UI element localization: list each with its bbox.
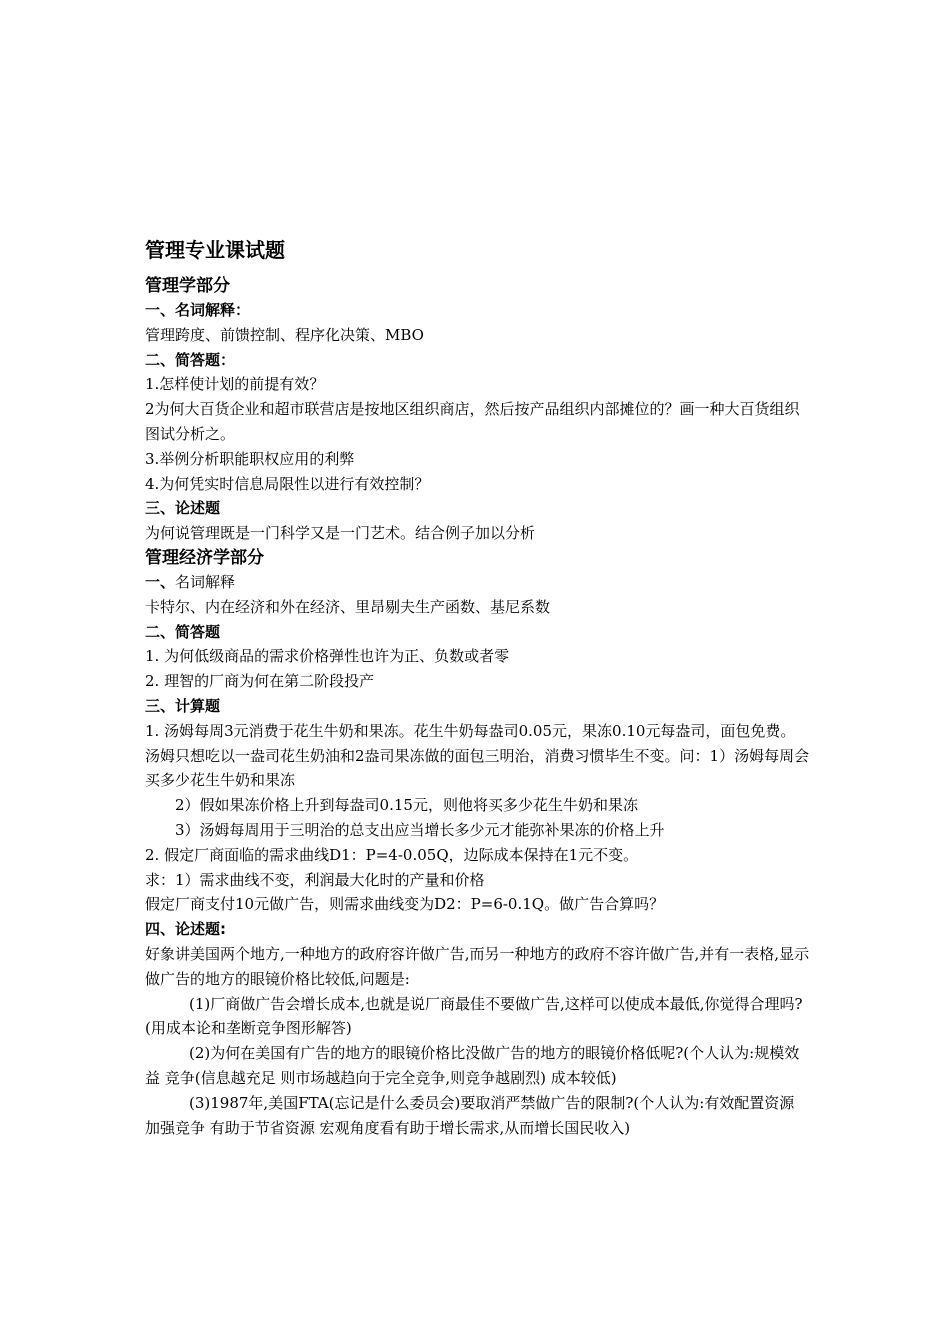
heading-econ-terms-number: 一、 [145, 572, 176, 591]
econ-essay-question-3: (3)1987年,美国FTA(忘记是什么委员会)要取消严禁做广告的限制?(个人认为:有效配置资源 加强竞争 有助于节省资源 宏观角度看有助于增长需求,从而增长国民收入) [145, 1093, 795, 1137]
calc-problem-1-part-3: 3）汤姆每周用于三明治的总支出应当增长多少元才能弥补果冻的价格上升 [175, 820, 665, 839]
calc-problem-2-part-2: 假定厂商支付10元做广告，则需求曲线变为D2：P=6-0.1Q。做广告合算吗？ [145, 895, 665, 914]
heading-short-answer: 二、简答题： [145, 350, 236, 369]
section-economics-title: 管理经济学部分 [145, 547, 264, 568]
heading-calculation: 三、计算题 [145, 696, 221, 715]
heading-econ-essay: 四、论述题: [145, 920, 226, 939]
econ-terms-text: 卡特尔、内在经济和外在经济、里昂剔夫生产函数、基尼系数 [145, 597, 551, 616]
question-4: 4.为何凭实时信息局限性以进行有效控制？ [145, 474, 430, 493]
heading-essay: 三、论述题 [145, 499, 221, 518]
econ-essay-question-2: (2)为何在美国有广告的地方的眼镜价格比没做广告的地方的眼镜价格低呢?(个人认为:规模效益 竞争(信息越充足 则市场越趋向于完全竞争,则竞争越剧烈) 成本较低) [145, 1044, 800, 1087]
section-management-title: 管理学部分 [145, 276, 230, 296]
econ-essay-intro: 好象讲美国两个地方,一种地方的政府容许做广告,而另一种地方的政府不容许做广告,并有一表格,显示做广告的地方的眼镜价格比较低,问题是: [145, 944, 810, 988]
econ-essay-question-1: (1)厂商做广告会增长成本,也就是说厂商最佳不要做广告,这样可以使成本最低,你觉得合理吗?(用成本论和垄断竞争图形解答) [145, 994, 803, 1038]
terms-text: 管理跨度、前馈控制、程序化决策、MBO [145, 325, 424, 344]
question-3: 3.举例分析职能职权应用的利弊 [145, 449, 355, 468]
calc-problem-1-part-2: 2）假如果冻价格上升到每盎司0.15元，则他将买多少花生牛奶和果冻 [175, 796, 638, 815]
econ-question-1: 1. 为何低级商品的需求价格弹性也许为正、负数或者零 [145, 647, 510, 666]
document-title: 管理专业课试题 [145, 238, 285, 262]
essay-text: 为何说管理既是一门科学又是一门艺术。结合例子加以分析 [145, 524, 536, 543]
econ-question-2: 2. 理智的厂商为何在第二阶段投产 [145, 672, 375, 691]
question-1: 1.怎样使计划的前提有效？ [145, 375, 325, 394]
heading-econ-terms-label: 名词解释 [175, 572, 236, 591]
question-2: 2为何大百货企业和超市联营店是按地区组织商店，然后按产品组织内部摊位的？画一种大百货组织图试分析之。 [145, 400, 800, 443]
document-body [145, 236, 810, 1140]
heading-terms: 一、名词解释： [145, 301, 251, 319]
heading-econ-terms [145, 570, 810, 595]
calc-problem-1: 1. 汤姆每周3元消费于花生牛奶和果冻。花生牛奶每盎司0.05元，果冻0.10元每盎司，面包免费。汤姆只想吃以一盎司花生奶油和2盎司果冻做的面包三明治，消费习惯毕生不变。问：1）汤姆每周会买多少花生牛奶和果冻 [145, 721, 810, 790]
calc-problem-2: 2. 假定厂商面临的需求曲线D1：P=4-0.05Q，边际成本保持在1元不变。 [145, 845, 639, 864]
heading-econ-short-answer: 二、简答题 [145, 622, 221, 641]
calc-problem-2-part-1: 求：1）需求曲线不变，利润最大化时的产量和价格 [145, 870, 485, 889]
